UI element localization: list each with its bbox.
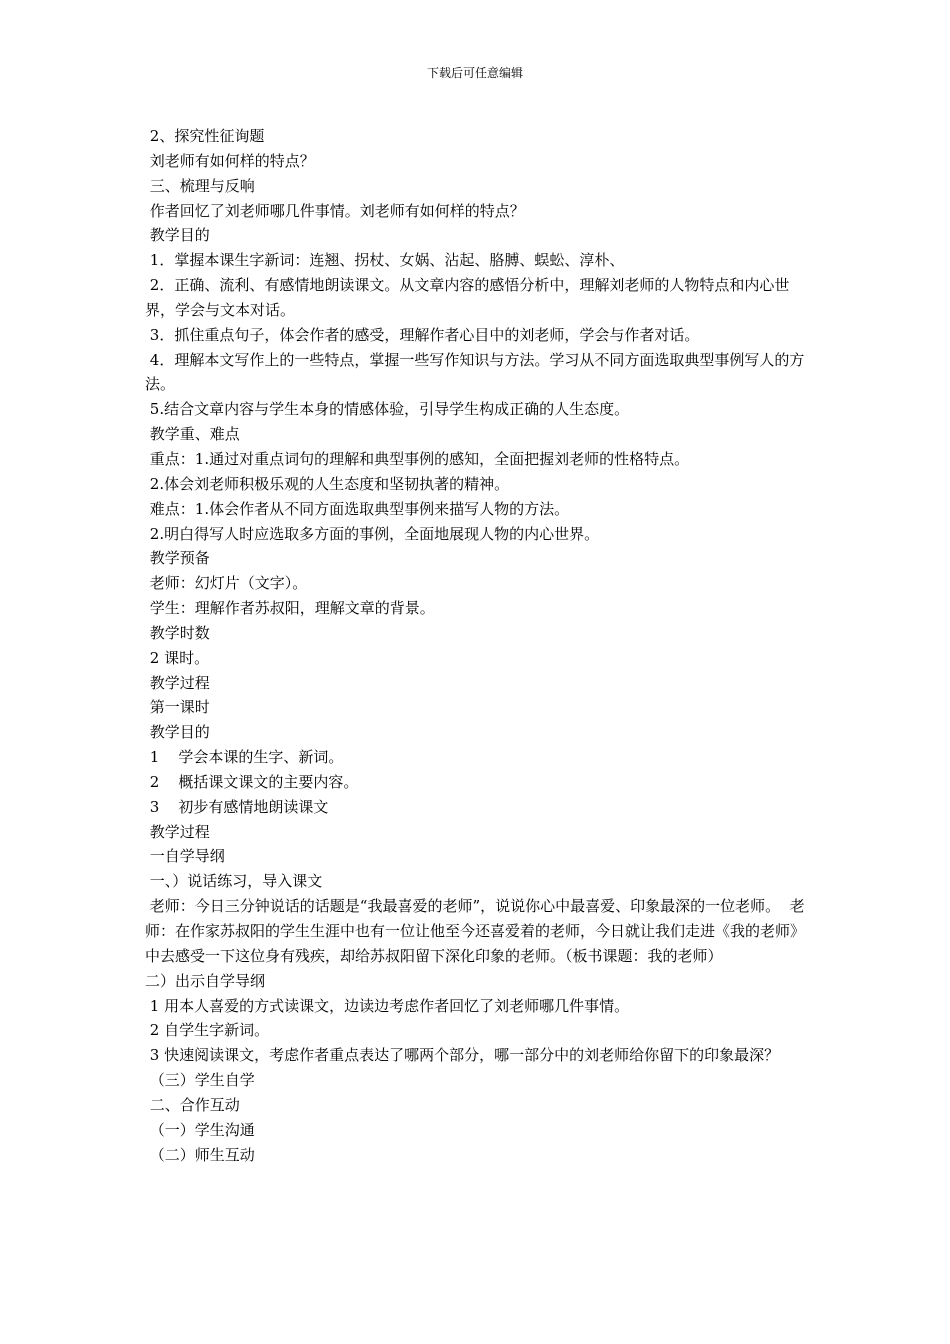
body-paragraph: （三）学生自学 — [145, 1071, 255, 1090]
body-paragraph: 2 课时。 — [145, 648, 210, 667]
body-paragraph: 2 概括课文课文的主要内容。 — [145, 772, 359, 791]
body-paragraph: 4．理解本文写作上的一些特点，掌握一些写作知识与方法。学习从不同方面选取典型事例写人的方法。 — [145, 350, 805, 394]
body-paragraph: 学生：理解作者苏叔阳，理解文章的背景。 — [145, 599, 435, 618]
body-paragraph: 刘老师有如何样的特点？ — [145, 151, 315, 170]
body-paragraph: 3 初步有感情地朗读课文 — [145, 797, 329, 816]
body-paragraph: （一）学生沟通 — [145, 1120, 255, 1139]
body-paragraph: 三、梳理与反响 — [145, 176, 255, 195]
body-paragraph: 1 用本人喜爱的方式读课文，边读边考虑作者回忆了刘老师哪几件事情。 — [145, 996, 630, 1015]
body-paragraph: 3 快速阅读课文，考虑作者重点表达了哪两个部分，哪一部分中的刘老师给你留下的印象最深？ — [145, 1046, 780, 1065]
body-paragraph: 2.体会刘老师积极乐观的人生态度和坚韧执著的精神。 — [145, 474, 510, 493]
body-paragraph: 一、）说话练习，导入课文 — [145, 872, 323, 891]
body-paragraph: 教学过程 — [145, 673, 210, 692]
body-paragraph: 老师：今日三分钟说话的话题是“我最喜爱的老师”，说说你心中最喜爱、印象最深的一位老师。 老师：在作家苏叔阳的学生生涯中也有一位让他至今还喜爱着的老师，今日就让我们走进《我的老师》中去感受一下这位身有残疾，却给苏叔阳留下深化印象的老师。（板书课题：我的老师） — [145, 897, 806, 965]
body-paragraph: 5.结合文章内容与学生本身的情感体验，引导学生构成正确的人生态度。 — [145, 400, 630, 419]
body-paragraph: 教学预备 — [145, 549, 210, 568]
body-paragraph: 二、合作互动 — [145, 1095, 240, 1114]
body-paragraph: 1．掌握本课生字新词：连翘、拐杖、女娲、沾起、胳膊、蜈蚣、淳朴、 — [145, 251, 625, 270]
body-paragraph: 教学目的 — [145, 723, 210, 742]
body-paragraph: 2.明白得写人时应选取多方面的事例，全面地展现人物的内心世界。 — [145, 524, 600, 543]
body-paragraph: 老师：幻灯片（文字）。 — [145, 574, 308, 593]
body-paragraph: （二）师生互动 — [145, 1145, 255, 1164]
body-paragraph: 第一课时 — [145, 698, 210, 717]
body-paragraph: 教学重、难点 — [145, 425, 240, 444]
body-paragraph: 重点：1.通过对重点词句的理解和典型事例的感知，全面把握刘老师的性格特点。 — [145, 449, 690, 468]
document-body — [145, 124, 810, 1167]
body-paragraph: 难点：1.体会作者从不同方面选取典型事例来描写人物的方法。 — [145, 499, 570, 518]
body-paragraph: 1 学会本课的生字、新词。 — [145, 748, 344, 767]
body-paragraph: 作者回忆了刘老师哪几件事情。刘老师有如何样的特点？ — [145, 201, 525, 220]
body-paragraph: 2、探究性征询题 — [145, 127, 265, 145]
page-header-note: 下载后可任意编辑 — [426, 66, 523, 80]
body-paragraph: 教学过程 — [145, 822, 210, 841]
body-paragraph: 教学目的 — [145, 226, 210, 245]
body-paragraph: 教学时数 — [145, 623, 210, 642]
body-paragraph: 2 自学生字新词。 — [145, 1021, 270, 1040]
body-paragraph: 3．抓住重点句子，体会作者的感受，理解作者心目中的刘老师，学会与作者对话。 — [145, 325, 700, 344]
body-paragraph: 2．正确、流利、有感情地朗读课文。从文章内容的感悟分析中，理解刘老师的人物特点和内心世界，学会与文本对话。 — [145, 276, 790, 319]
body-paragraph: 一自学导纲 — [145, 847, 225, 866]
body-paragraph: 二）出示自学导纲 — [145, 971, 266, 990]
